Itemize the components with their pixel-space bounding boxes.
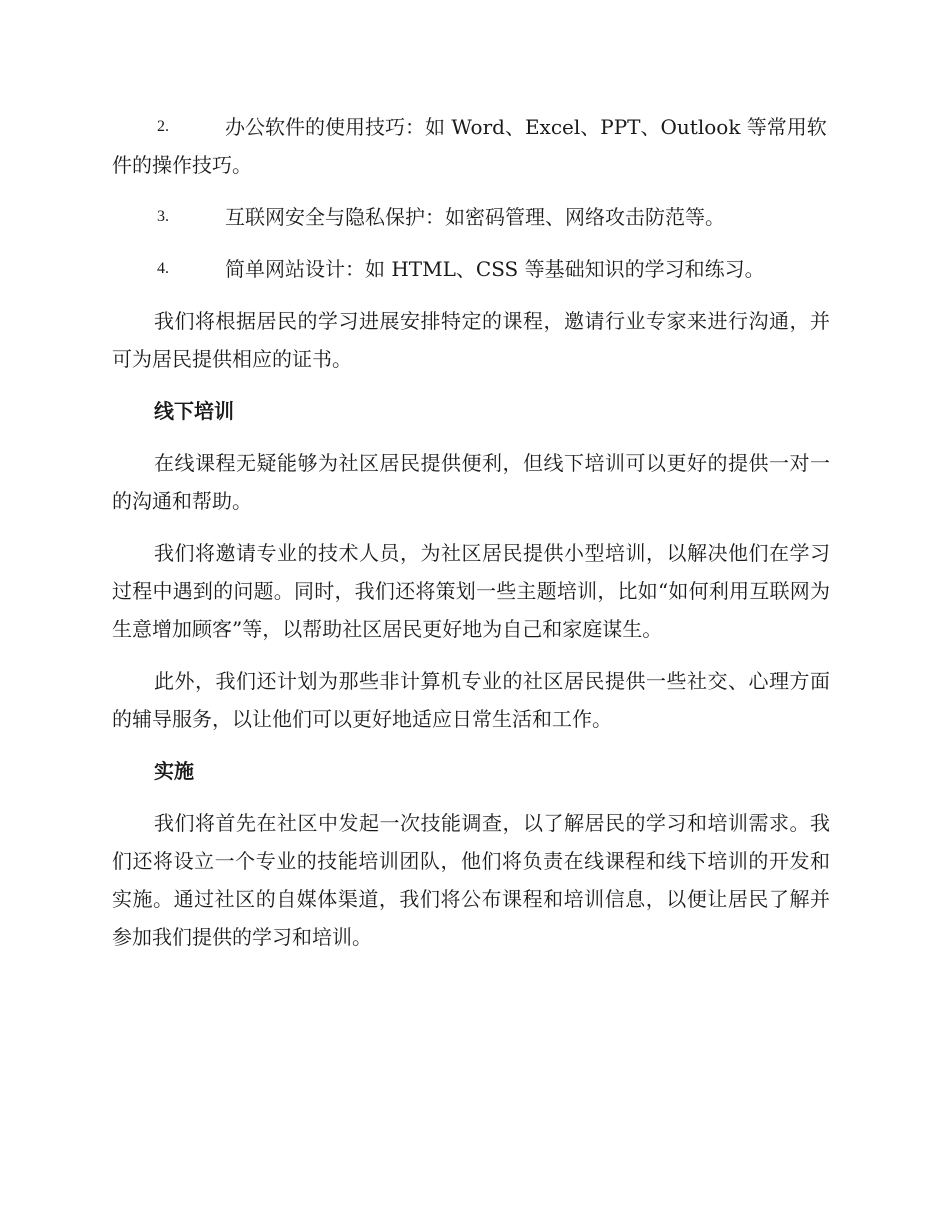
- courses-paragraph: 我们将根据居民的学习进展安排特定的课程，邀请行业专家来进行沟通，并可为居民提供相应的证书。: [112, 309, 830, 371]
- offline-paragraph-2: 我们将邀请专业的技术人员，为社区居民提供小型培训，以解决他们在学习过程中遇到的问题。同时，我们还将策划一些主题培训，比如“如何利用互联网为生意增加顾客”等，以帮助社区居民更好地为自己和家庭谋生。: [112, 541, 830, 641]
- implementation-heading: 实施: [154, 759, 194, 783]
- list-item-web-design: [112, 250, 830, 288]
- list-item-office-software: [112, 108, 830, 184]
- list-number: 4.: [157, 260, 169, 277]
- list-number: 2.: [157, 118, 169, 135]
- document-page: [112, 108, 830, 970]
- list-item-text: 互联网安全与隐私保护：如密码管理、网络攻击防范等。: [225, 205, 725, 229]
- implementation-paragraph-1: 我们将首先在社区中发起一次技能调查，以了解居民的学习和培训需求。我们还将设立一个专业的技能培训团队，他们将负责在线课程和线下培训的开发和实施。通过社区的自媒体渠道，我们将公布课程和培训信息，以便让居民了解并参加我们提供的学习和培训。: [112, 811, 830, 949]
- offline-paragraph-1: 在线课程无疑能够为社区居民提供便利，但线下培训可以更好的提供一对一的沟通和帮助。: [112, 451, 830, 513]
- offline-paragraph-3: 此外，我们还计划为那些非计算机专业的社区居民提供一些社交、心理方面的辅导服务，以让他们可以更好地适应日常生活和工作。: [112, 669, 830, 731]
- offline-training-heading: 线下培训: [154, 399, 234, 423]
- list-item-text: 办公软件的使用技巧：如 Word、Excel、PPT、Outlook 等常用软件的操作技巧。: [112, 115, 827, 177]
- list-item-text: 简单网站设计：如 HTML、CSS 等基础知识的学习和练习。: [225, 257, 765, 281]
- list-item-internet-security: [112, 198, 830, 236]
- list-number: 3.: [157, 208, 169, 225]
